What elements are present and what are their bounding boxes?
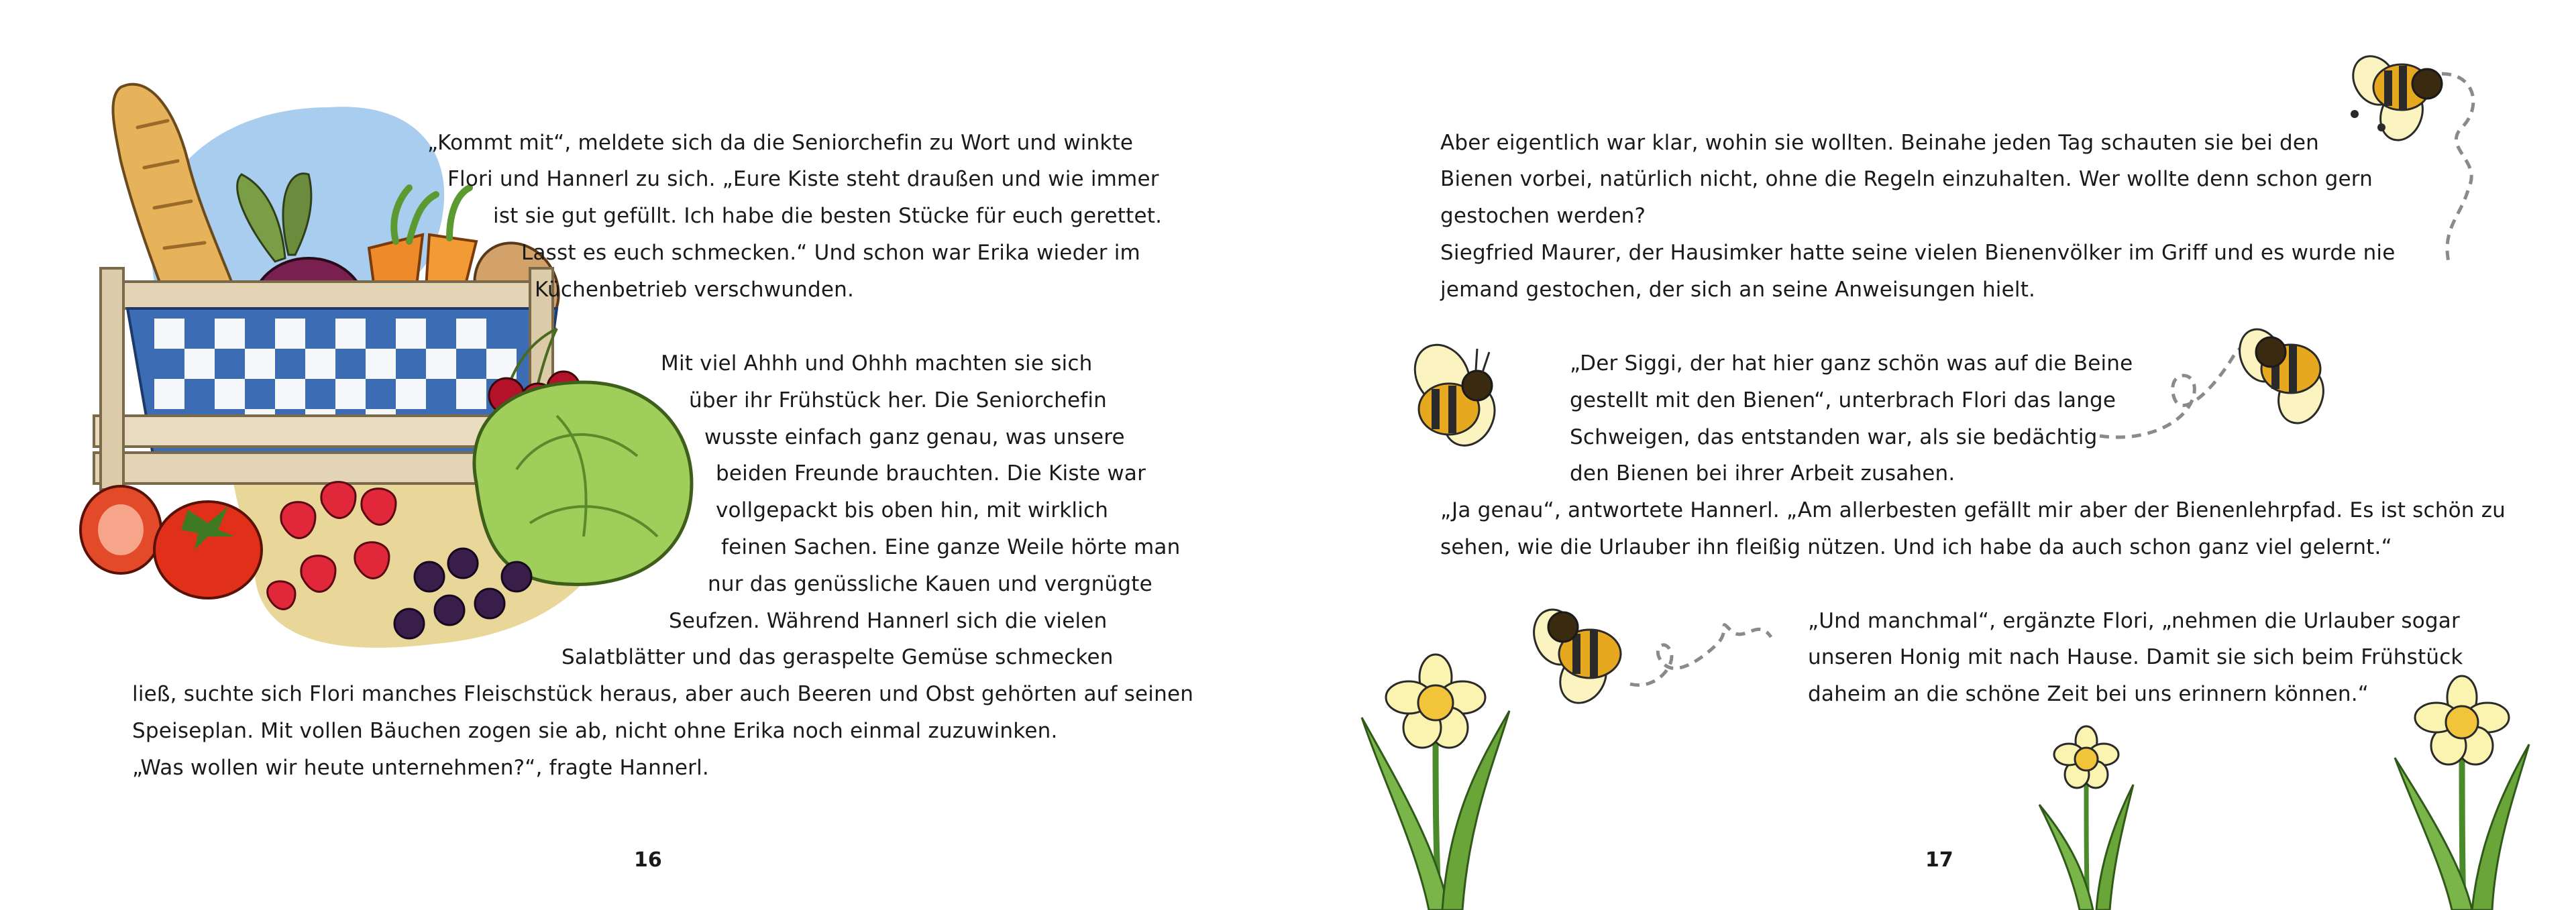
bee-icon	[2093, 315, 2348, 449]
text-line: „Und manchmal“, ergänzte Flori, „nehmen die Urlauber sogar	[1808, 609, 2460, 633]
text-line: über ihr Frühstück her. Die Seniorchefin	[689, 388, 1107, 412]
text-line: ist sie gut gefüllt. Ich habe die besten Stücke für euch gerettet.	[493, 204, 1163, 228]
text-line: Bienen vorbei, natürlich nicht, ohne die Regeln einzuhalten. Wer wollte denn schon gern	[1440, 167, 2373, 191]
text-line: gestochen werden?	[1440, 204, 1646, 228]
text-line: feinen Sachen. Eine ganze Weile hörte man	[721, 535, 1181, 559]
daffodil-icon	[2388, 671, 2536, 910]
text-line: Aber eigentlich war klar, wohin sie wollten. Beinahe jeden Tag schauten sie bei den	[1440, 131, 2319, 155]
page-number: 16	[634, 848, 662, 872]
text-line: nur das genüssliche Kauen und vergnügte	[708, 572, 1152, 596]
daffodil-icon	[2033, 724, 2140, 910]
text-line: gestellt mit den Bienen“, unterbrach Flori das lange	[1570, 388, 2116, 412]
text-line: unseren Honig mit nach Hause. Damit sie sich beim Frühstück	[1808, 645, 2463, 669]
text-line: ließ, suchte sich Flori manches Fleischstück heraus, aber auch Beeren und Obst gehörten auf seinen	[132, 682, 1194, 706]
text-line: daheim an die schöne Zeit bei uns erinnern können.“	[1808, 682, 2369, 706]
text-line: Lasst es euch schmecken.“ Und schon war Erika wieder im	[521, 241, 1140, 265]
bee-icon	[1402, 335, 1516, 456]
text-line: „Kommt mit“, meldete sich da die Seniorchefin zu Wort und winkte	[427, 131, 1134, 155]
text-line: jemand gestochen, der sich an seine Anweisungen hielt.	[1440, 278, 2036, 302]
text-line: Schweigen, das entstanden war, als sie bedächtig	[1570, 425, 2098, 449]
text-line: vollgepackt bis oben hin, mit wirklich	[716, 498, 1109, 522]
text-line: Küchenbetrieb verschwunden.	[535, 278, 855, 302]
text-line: Salatblätter und das geraspelte Gemüse schmecken	[561, 645, 1114, 669]
text-line: „Was wollen wir heute unternehmen?“, fragte Hannerl.	[132, 756, 709, 780]
text-line: „Der Siggi, der hat hier ganz schön was auf die Beine	[1570, 351, 2133, 376]
text-line: wusste einfach ganz genau, was unsere	[704, 425, 1125, 449]
page-number: 17	[1925, 848, 1953, 872]
text-line: „Ja genau“, antwortete Hannerl. „Am allerbesten gefällt mir aber der Bienenlehrpfad. Es ist schön zu	[1440, 498, 2506, 522]
text-line: Speiseplan. Mit vollen Bäuchen zogen sie ab, nicht ohne Erika noch einmal zuzuwinken.	[132, 719, 1058, 743]
text-line: den Bienen bei ihrer Arbeit zusahen.	[1570, 461, 1955, 486]
text-line: sehen, wie die Urlauber ihn fleißig nützen. Und ich habe da auch schon ganz viel gelernt.“	[1440, 535, 2392, 559]
daffodil-icon	[1355, 644, 1529, 910]
bee-icon	[1516, 590, 1784, 711]
text-line: Seufzen. Während Hannerl sich die vielen	[669, 609, 1108, 633]
text-line: Siegfried Maurer, der Hausimker hatte seine vielen Bienenvölker im Griff und es wurde nie	[1440, 241, 2396, 265]
text-line: Mit viel Ahhh und Ohhh machten sie sich	[661, 351, 1093, 376]
bee-icon	[2348, 47, 2482, 268]
text-line: Flori und Hannerl zu sich. „Eure Kiste steht draußen und wie immer	[447, 167, 1159, 191]
right-page	[1288, 0, 2576, 910]
text-line: beiden Freunde brauchten. Die Kiste war	[716, 461, 1146, 486]
